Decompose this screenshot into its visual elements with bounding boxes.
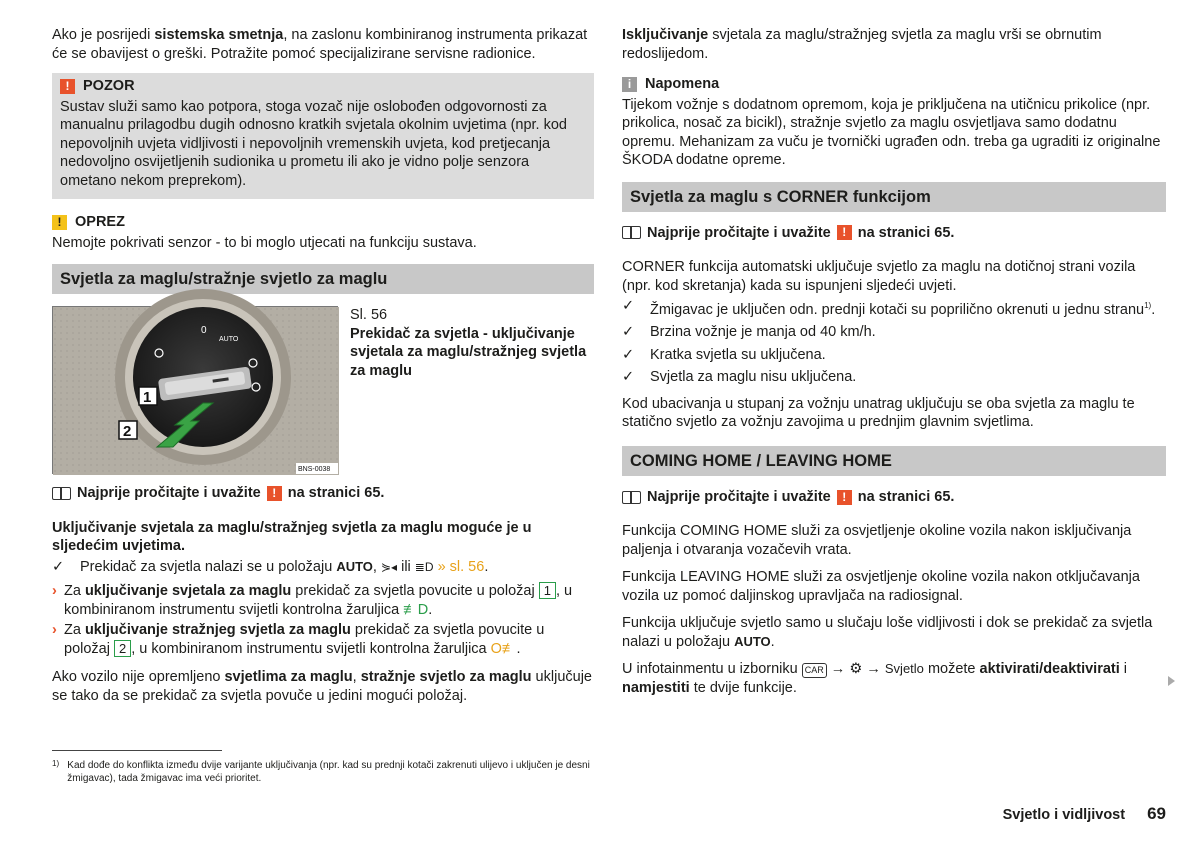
read-first-notice: Najprije pročitajte i uvažite ! na stranici 65. (622, 224, 1166, 243)
fog-light-indicator-icon: ≢D (403, 601, 429, 618)
figure-label-2: 2 (123, 423, 132, 440)
page-footer (1003, 805, 1166, 825)
reverse-paragraph: Kod ubacivanja u stupanj za vožnju unatrag uključuju se oba svjetla za maglu te statično svjetlo za vožnju zavojima u prednjim glavnim svjetlima. (622, 395, 1135, 431)
footnote-text: Kad dođe do konflikta između dvije varijante uključivanja (npr. kad su prednji kotači zakrenuti ulijevo i uključen je desni žmigavac), tada žmigavac ima veći prioritet. (67, 760, 590, 784)
figure-code: BNS-0038 (298, 466, 331, 473)
corner-condition: ✓ Žmigavac je uključen odn. prednji kotači su poprilično okrenuti u jednu stranu$^{1)}$. (622, 298, 1156, 318)
check-mark-icon: ✓ (622, 369, 635, 386)
position-box-1: 1 (539, 582, 556, 599)
conditions-heading: Uključivanje svjetala za maglu/stražnjeg svjetla za maglu moguće je u sljedećim uvjetima. (52, 519, 532, 554)
footer-section-title: Svjetlo i vidljivost (1002, 807, 1126, 823)
intro-paragraph: Ako je posrijedi sistemska smetnja, na zaslonu kombiniranog instrumenta prikazat će se obavijest o greški. Potražite pomoć specijalizirane servisne radionice. (52, 27, 588, 62)
auto-symbol: AUTO (734, 633, 771, 649)
book-icon (622, 491, 641, 504)
right-column (622, 26, 1166, 706)
caution-title: OPREZ (75, 214, 125, 230)
parking-light-icon: ⋟◂ (380, 559, 398, 574)
read-first-notice: Najprije pročitajte i uvažite ! na stranici 65. (622, 488, 1166, 507)
menu-item-svjetlo: Svjetlo (884, 661, 924, 677)
warning-box (52, 73, 594, 199)
info-icon: i (622, 77, 637, 92)
step-arrow-icon: › (52, 622, 57, 638)
book-icon (52, 487, 71, 500)
settings-gear-icon: ⚙ (849, 661, 863, 678)
position-box-2: 2 (114, 640, 131, 657)
figure-caption (350, 306, 594, 474)
light-switch-figure (52, 306, 338, 474)
figure-number: Sl. 56 (350, 307, 388, 323)
function-paragraph: Funkcija uključuje svjetlo samo u slučaju loše vidljivosti i dok se prekidač za svjetla nalazi u položaju AUTO. (622, 615, 1153, 650)
corner-paragraph: CORNER funkcija automatski uključuje svjetlo za maglu na dotičnoj strani vozila (npr. kod skretanja) kada su ispunjeni sljedeći uvjeti. (622, 259, 1136, 294)
rear-fog-indicator-icon: O≢ (490, 640, 517, 657)
infotainment-paragraph: U infotainmentu u izborniku CAR → ⚙ → Svjetlo možete aktivirati/deaktivirati i namjestiti te dvije funkcije. (622, 661, 1128, 696)
step-rear-fog-light: › Za uključivanje stražnjeg svjetla za maglu prekidač za svjetla povucite u položaj 2 , u kombiniranom instrumentu svijetli kontrolna žaruljica O≢. (52, 622, 545, 657)
caution-icon: ! (52, 215, 67, 230)
figure-caption-text: Prekidač za svjetla - uključivanje svjetala za maglu/stražnjeg svjetla za maglu (350, 325, 587, 379)
section-heading-corner: Svjetla za maglu s CORNER funkcijom (622, 182, 1166, 212)
check-mark-icon: ✓ (622, 298, 635, 314)
corner-condition: ✓ Kratka svjetla su uključena. (622, 346, 826, 363)
dial-label-off: 0 (201, 325, 207, 336)
book-icon (622, 226, 641, 239)
corner-condition: ✓ Svjetla za maglu nisu uključena. (622, 369, 857, 386)
coming-home-paragraph: Funkcija COMING HOME služi za osvjetljenje okoline vozila nakon isključivanja paljenja i otvaranja vozačevih vrata. (622, 523, 1132, 558)
note-title: Napomena (645, 76, 720, 92)
note-text: Tijekom vožnje s dodatnom opremom, koja je priključena na utičnicu prikolice (npr. prikolica, nosač za bicikl), stražnje svjetlo za maglu osvjetljava samo dodatnu opremu. Mehanizam za vuču je tvornički ugrađen odn. treba ga ugraditi iz originalne ŠKODA dodatne opreme. (622, 96, 1161, 168)
dial-label-auto: AUTO (219, 336, 239, 343)
section-heading-coming-home: COMING HOME / LEAVING HOME (622, 446, 1166, 476)
switch-off-paragraph: Isključivanje svjetala za maglu/stražnjeg svjetla za maglu vrši se obrnutim redoslijedom. (622, 27, 1102, 62)
condition-item: ✓ Prekidač za svjetla nalazi se u položaju AUTO, ⋟◂ ili ≣D » sl. 56. (52, 558, 489, 575)
page-number: 69 (1147, 804, 1166, 823)
warning-text: Sustav služi samo kao potpora, stoga vozač nije oslobođen odgovornosti za manualnu prilagodbu dugih odnosno kratkih svjetala okolnim uvjetima (npr. kod nepovoljnih uvjeta vidljivosti i nepovoljnih vremenskih uvjeta, kod pretjecanja nedovoljno osvijetljenih sudionika u prometu ili ako je vidno polje senzora ometano nekom preprekom). (60, 98, 567, 189)
footnote (52, 759, 592, 785)
warning-icon: ! (837, 490, 852, 505)
caution-text: Nemojte pokrivati senzor - to bi moglo utjecati na funkciju sustava. (52, 234, 477, 251)
auto-symbol: AUTO (336, 558, 373, 574)
corner-condition: ✓ Brzina vožnje je manja od 40 km/h. (622, 324, 876, 341)
footnote-divider (52, 750, 222, 751)
car-button-icon: CAR (802, 663, 827, 678)
warning-icon: ! (60, 79, 75, 94)
caution-block (52, 213, 594, 252)
figure-label-1: 1 (143, 389, 152, 406)
warning-icon: ! (267, 486, 282, 501)
read-first-notice: Najprije pročitajte i uvažite ! na stranici 65. (52, 484, 594, 503)
low-beam-icon: ≣D (414, 559, 434, 574)
section-heading-fog-lights: Svjetla za maglu/stražnje svjetlo za maglu (52, 264, 594, 294)
check-mark-icon: ✓ (622, 346, 635, 363)
continue-arrow-icon (1168, 676, 1175, 686)
check-mark-icon: ✓ (622, 324, 635, 341)
check-mark-icon: ✓ (52, 558, 65, 575)
light-switch-illustration (53, 307, 339, 475)
leaving-home-paragraph: Funkcija LEAVING HOME služi za osvjetljenje okoline vozila nakon otključavanja vozila uz pomoć daljinskog upravljača na radiosignal. (622, 569, 1140, 604)
note-block (622, 75, 1166, 170)
footnote-marker: 1) (52, 759, 60, 768)
step-fog-lights: › Za uključivanje svjetala za maglu prekidač za svjetla povucite u položaj 1 , u kombiniranom instrumentu svijetli kontrolna žaruljica ≢D. (52, 583, 573, 618)
left-column (52, 26, 594, 714)
figure-link[interactable]: » sl. 56 (437, 558, 485, 575)
warning-icon: ! (837, 225, 852, 240)
step-arrow-icon: › (52, 583, 57, 599)
figure-row (52, 306, 594, 474)
warning-title: POZOR (83, 78, 135, 94)
outro-paragraph: Ako vozilo nije opremljeno svjetlima za maglu, stražnje svjetlo za maglu uključuje se tako da se prekidač za svjetla povuče u jedini mogući položaj. (52, 669, 592, 704)
